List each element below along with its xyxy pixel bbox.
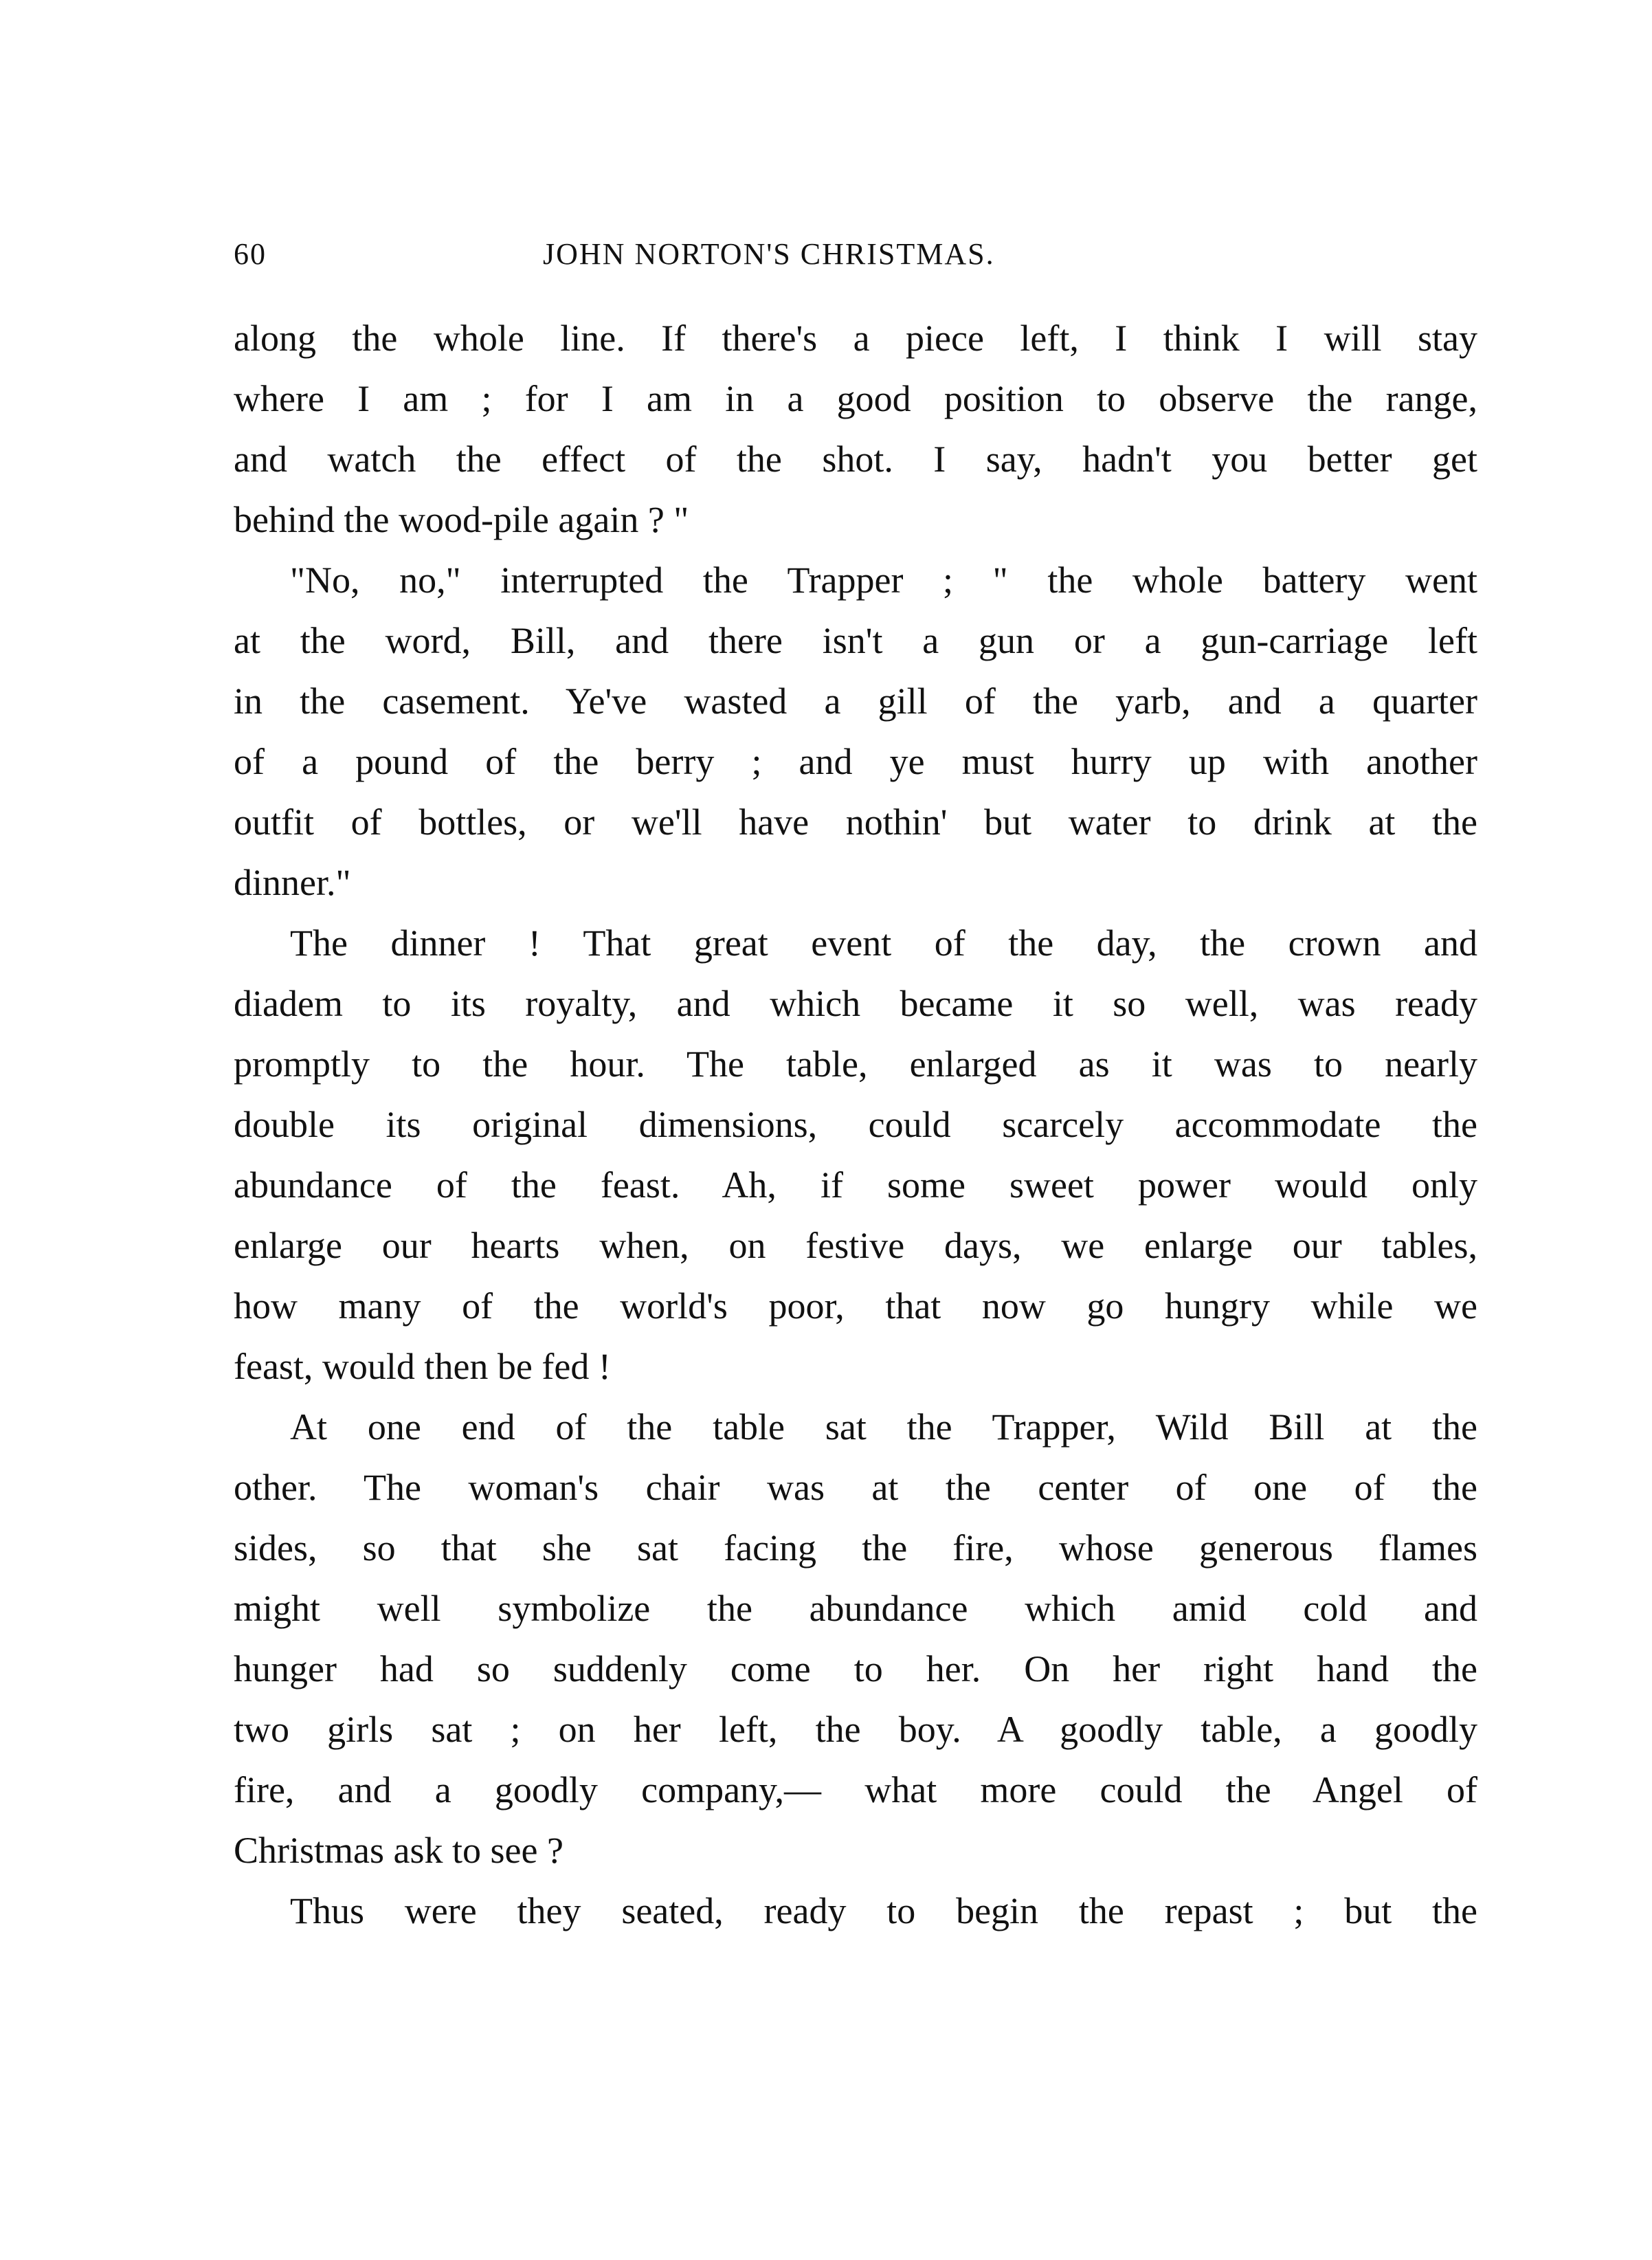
text-line: dinner." [234, 862, 351, 903]
text-line: sides, so that she sat facing the fire, whose generous flames [234, 1527, 1477, 1569]
text-line: outfit of bottles, or we'll have nothin' but water to drink at the [234, 801, 1477, 843]
text-line: in the casement. Ye've wasted a gill of the yarb, and a quarter [234, 680, 1477, 722]
text-line: two girls sat ; on her left, the boy. A goodly table, a goodly [234, 1709, 1477, 1750]
text-line: behind the wood-pile again ? " [234, 499, 689, 540]
page-number: 60 [234, 237, 267, 271]
paragraph [234, 913, 1477, 1397]
paragraph [234, 1881, 1477, 1941]
text-line: double its original dimensions, could scarcely accommodate the [234, 1104, 1477, 1145]
running-head [234, 227, 1471, 282]
text-line: At one end of the table sat the Trapper, Wild Bill at the [290, 1406, 1477, 1448]
text-line: abundance of the feast. Ah, if some sweet power would only [234, 1164, 1477, 1206]
text-line: where I am ; for I am in a good position to observe the range, [234, 378, 1477, 419]
text-line: how many of the world's poor, that now go hungry while we [234, 1285, 1477, 1327]
text-line: other. The woman's chair was at the center of one of the [234, 1467, 1477, 1508]
text-line: and watch the effect of the shot. I say, hadn't you better get [234, 439, 1477, 480]
paragraph [234, 308, 1477, 550]
running-title: JOHN NORTON'S CHRISTMAS. [543, 237, 995, 271]
text-line: "No, no," interrupted the Trapper ; " the whole battery went [290, 560, 1477, 601]
paragraph [234, 1397, 1477, 1881]
text-line: of a pound of the berry ; and ye must hurry up with another [234, 741, 1477, 782]
text-line: feast, would then be fed ! [234, 1346, 611, 1387]
text-line: Christmas ask to see ? [234, 1830, 563, 1871]
text-line: Thus were they seated, ready to begin the repast ; but the [290, 1890, 1477, 1931]
paragraph [234, 550, 1477, 913]
text-line: fire, and a goodly company,— what more could the Angel of [234, 1769, 1477, 1810]
text-line: The dinner ! That great event of the day, the crown and [290, 922, 1477, 964]
text-line: might well symbolize the abundance which amid cold and [234, 1588, 1477, 1629]
text-line: diadem to its royalty, and which became it so well, was ready [234, 983, 1477, 1024]
text-line: hunger had so suddenly come to her. On her right hand the [234, 1648, 1477, 1690]
text-line: at the word, Bill, and there isn't a gun or a gun-carriage left [234, 620, 1477, 661]
text-line: promptly to the hour. The table, enlarged as it was to nearly [234, 1043, 1477, 1085]
body-text [234, 308, 1477, 1941]
text-line: enlarge our hearts when, on festive days, we enlarge our tables, [234, 1225, 1477, 1266]
text-line: along the whole line. If there's a piece left, I think I will stay [234, 318, 1477, 359]
